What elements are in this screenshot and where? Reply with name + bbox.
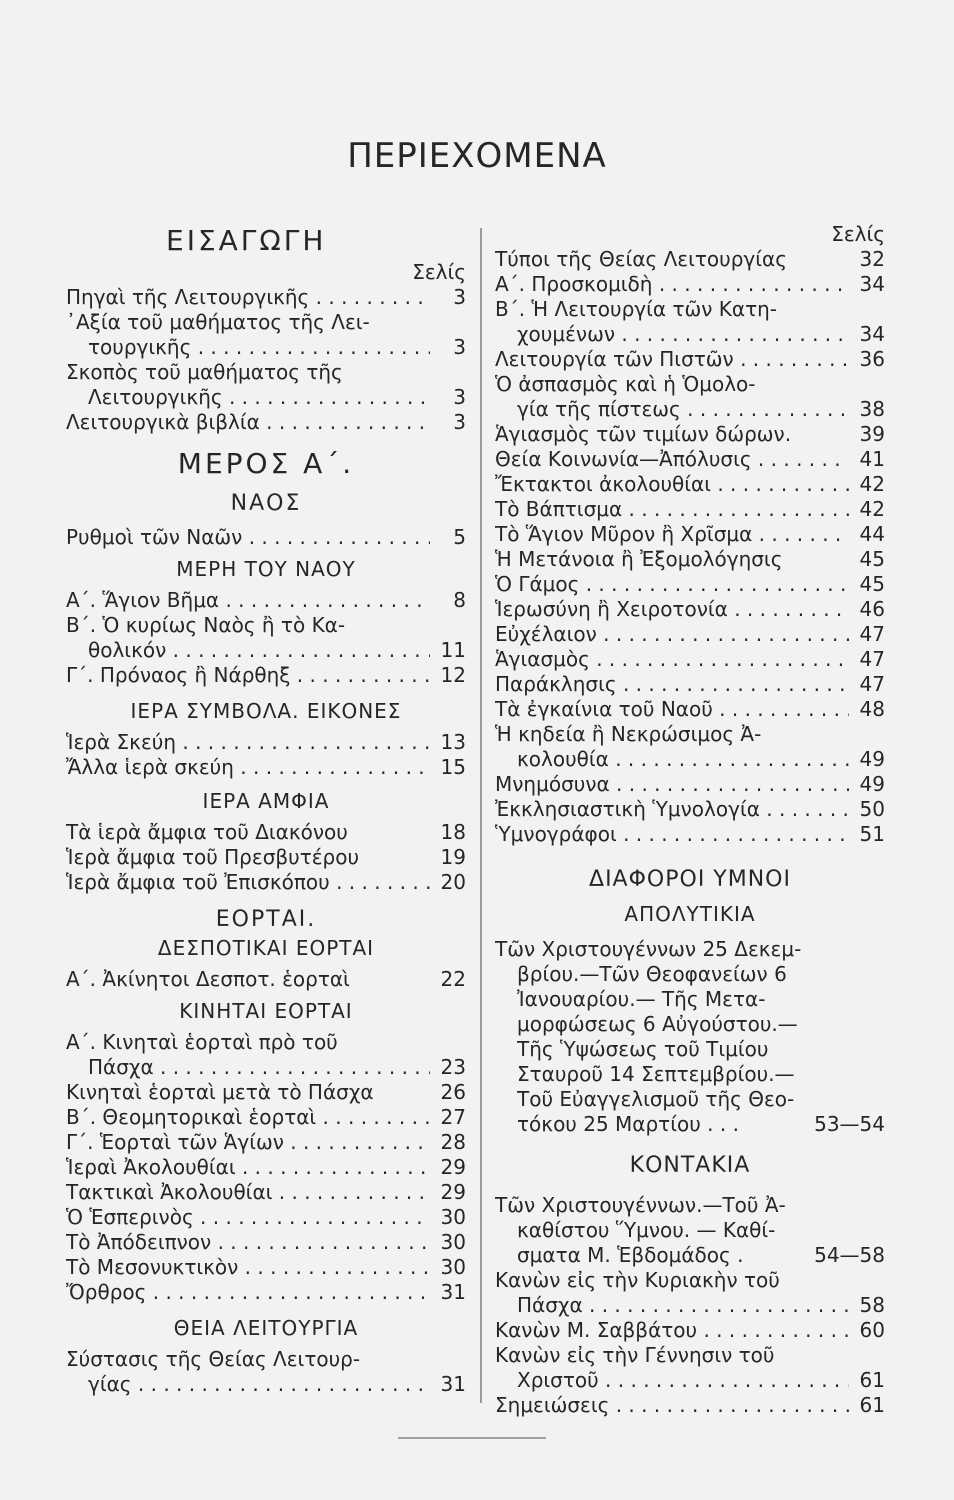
toc-entry[interactable]: Ἄλλα ἱερὰ σκεύη . . . 15 xyxy=(66,755,466,780)
toc-entry[interactable]: Ὁ Γάμος . . . 45 xyxy=(495,572,885,597)
toc-entry[interactable]: Ἱερὰ Σκεύη . . . 13 xyxy=(66,730,466,755)
toc-entry[interactable]: Ὑμνογράφοι . . . 51 xyxy=(495,822,885,847)
despotikai-title: ΔΕΣΠΟΤΙΚΑΙ ΕΟΡΤΑΙ xyxy=(157,936,375,960)
apolytikia-line[interactable]: Ἰανουαρίου.— Τῆς Μετα- xyxy=(517,987,766,1011)
eortai-title: ΕΟΡΤΑΙ. xyxy=(215,907,317,932)
toc-entry[interactable]: Σύστασις τῆς Θείας Λειτουρ- xyxy=(66,1347,361,1371)
toc-entry[interactable]: Τὸ Μεσονυκτικὸν . . . 30 xyxy=(66,1255,466,1280)
toc-entry[interactable]: Κανὼν εἰς τὴν Κυριακὴν τοῦ xyxy=(495,1268,780,1292)
toc-entry[interactable]: Α΄. Προσκομιδὴ . . . 34 xyxy=(495,272,885,297)
apolytikia-line[interactable]: Τῶν Χριστουγέννων 25 Δεκεμ- xyxy=(495,937,802,961)
apolytikia-line[interactable]: Τοῦ Εὐαγγελισμοῦ τῆς Θεο- xyxy=(517,1087,795,1111)
amfia-title: ΙΕΡΑ ΑΜΦΙΑ xyxy=(202,789,330,813)
toc-entry[interactable]: Γ΄. Ἑορταὶ τῶν Ἁγίων . . . 28 xyxy=(66,1130,466,1155)
naos-title: ΝΑΟΣ xyxy=(230,491,302,516)
toc-entry[interactable]: Ἱερὰ ἄμφια τοῦ Πρεσβυτέρου 19 xyxy=(66,845,466,869)
right-column xyxy=(495,222,885,1418)
toc-entry[interactable]: Γ΄. Πρόναος ἢ Νάρθηξ . . . 12 xyxy=(66,663,466,688)
toc-entry[interactable]: Σημειώσεις . . . 61 xyxy=(495,1393,885,1418)
toc-entry[interactable]: Κανὼν εἰς τὴν Γέννησιν τοῦ xyxy=(495,1343,775,1367)
toc-entry[interactable]: Τὰ ἱερὰ ἄμφια τοῦ Διακόνου 18 xyxy=(66,820,466,844)
apolytikia-pages: 53—54 xyxy=(814,1112,885,1136)
toc-entry[interactable]: Τακτικαὶ Ἀκολουθίαι . . . 29 xyxy=(66,1180,466,1205)
apolytikia-line[interactable]: τόκου 25 Μαρτίου . . . 53—54 xyxy=(517,1112,885,1136)
leitourgia-title: ΘΕΙΑ ΛΕΙΤΟΥΡΓΙΑ xyxy=(173,1316,359,1340)
toc-entry-cont[interactable]: γίας . . . 31 xyxy=(66,1372,466,1397)
toc-entry-cont[interactable]: κολουθία . . . 49 xyxy=(495,747,885,772)
toc-entry[interactable]: Ρυθμοὶ τῶν Ναῶν . . . 5 xyxy=(66,525,466,550)
kontakia-line[interactable]: καθίστου Ὕμνου. — Καθί- xyxy=(517,1218,776,1242)
part-title: ΜΕΡΟΣ Α΄. xyxy=(177,447,355,480)
toc-entry[interactable]: Τὰ ἐγκαίνια τοῦ Ναοῦ . . . 48 xyxy=(495,697,885,722)
toc-entry[interactable]: Τὸ Βάπτισμα . . . 42 xyxy=(495,497,885,522)
toc-entry[interactable]: Ἡ Μετάνοια ἢ Ἐξομολόγησις 45 xyxy=(495,547,885,571)
kontakia-line[interactable]: σματα Μ. Ἑβδομάδος . 54—58 xyxy=(517,1243,885,1267)
toc-entry[interactable]: Β΄. Ὁ κυρίως Ναὸς ἢ τὸ Κα- xyxy=(66,613,346,637)
toc-entry-cont[interactable]: χουμένων . . . 34 xyxy=(495,322,885,347)
kontakia-pages: 54—58 xyxy=(814,1243,885,1267)
toc-entry[interactable]: Ἱερὰ ἄμφια τοῦ Ἐπισκόπου . . . 20 xyxy=(66,870,466,895)
toc-entry-cont[interactable]: Χριστοῦ . . . 61 xyxy=(495,1368,885,1393)
toc-entry-cont[interactable]: Λειτουργικῆς . . . 3 xyxy=(66,385,466,410)
toc-entry[interactable]: Τὸ Ἀπόδειπνον . . . 30 xyxy=(66,1230,466,1255)
page-column-label: Σελίς xyxy=(412,260,466,284)
toc-entry[interactable]: Ὁ ἀσπασμὸς καὶ ἡ Ὁμολο- xyxy=(495,372,756,396)
toc-entry[interactable]: Σκοπὸς τοῦ μαθήματος τῆς xyxy=(66,360,343,384)
toc-entry[interactable]: Πηγαὶ τῆς Λειτουργικῆς . . . 3 xyxy=(66,285,466,310)
toc-entry[interactable]: Τὸ Ἅγιον Μῦρον ἢ Χρῖσμα . . . 44 xyxy=(495,522,885,547)
toc-entry[interactable]: Ἱεραὶ Ἀκολουθίαι . . . 29 xyxy=(66,1155,466,1180)
apolytikia-line[interactable]: μορφώσεως 6 Αὐγούστου.— xyxy=(517,1012,798,1036)
toc-entry-cont[interactable]: Πάσχα . . . 23 xyxy=(66,1055,466,1080)
toc-entry[interactable]: Κινηταὶ ἑορταὶ μετὰ τὸ Πάσχα 26 xyxy=(66,1080,466,1104)
toc-entry[interactable]: Τύποι τῆς Θείας Λειτουργίας 32 xyxy=(495,247,885,271)
intro-title: ΕΙΣΑΓΩΓΗ xyxy=(166,224,327,257)
column-divider xyxy=(480,228,482,1403)
toc-entry[interactable]: Λειτουργικὰ βιβλία . . . 3 xyxy=(66,410,466,435)
toc-entry-cont[interactable]: θολικόν . . . 11 xyxy=(66,638,466,663)
meri-title: ΜΕΡΗ ΤΟΥ ΝΑΟΥ xyxy=(176,557,356,581)
footer-rule xyxy=(398,1437,546,1439)
apolytikia-line[interactable]: βρίου.—Τῶν Θεοφανείων 6 xyxy=(517,962,787,986)
toc-entry[interactable]: Ἱερωσύνη ἢ Χειροτονία . . . 46 xyxy=(495,597,885,622)
toc-entry[interactable]: Α΄. Κινηταὶ ἑορταὶ πρὸ τοῦ xyxy=(66,1030,338,1054)
kontakia-title: ΚΟΝΤΑΚΙΑ xyxy=(629,1153,751,1178)
toc-entry[interactable]: Εὐχέλαιον . . . 47 xyxy=(495,622,885,647)
toc-entry[interactable]: Μνημόσυνα . . . 49 xyxy=(495,772,885,797)
toc-entry[interactable]: Α΄. Ἀκίνητοι Δεσποτ. ἑορταὶ 22 xyxy=(66,967,466,991)
toc-entry-cont[interactable]: τουργικῆς . . . 3 xyxy=(66,335,466,360)
toc-entry[interactable]: Ὁ Ἑσπερινὸς . . . 30 xyxy=(66,1205,466,1230)
toc-entry[interactable]: ᾿Αξία τοῦ μαθήματος τῆς Λει- xyxy=(66,310,370,334)
toc-entry[interactable]: Ἔκτακτοι ἀκολουθίαι . . . 42 xyxy=(495,472,885,497)
toc-entry[interactable]: Ἁγιασμὸς τῶν τιμίων δώρων. 39 xyxy=(495,422,885,446)
toc-entry[interactable]: Β΄. Θεομητορικαὶ ἑορταὶ . . . 27 xyxy=(66,1105,466,1130)
page-title: ΠΕΡΙΕΧΟΜΕΝΑ xyxy=(347,136,607,176)
toc-entry[interactable]: Λειτουργία τῶν Πιστῶν . . . 36 xyxy=(495,347,885,372)
kontakia-line[interactable]: Τῶν Χριστουγέννων.—Τοῦ Ἀ- xyxy=(495,1193,786,1217)
kinitai-title: ΚΙΝΗΤΑΙ ΕΟΡΤΑΙ xyxy=(179,999,353,1023)
toc-entry[interactable]: Θεία Κοινωνία—Ἀπόλυσις . . . 41 xyxy=(495,447,885,472)
toc-entry-cont[interactable]: γία τῆς πίστεως . . . 38 xyxy=(495,397,885,422)
toc-entry[interactable]: Κανὼν Μ. Σαββάτου . . . 60 xyxy=(495,1318,885,1343)
left-column xyxy=(66,222,466,1397)
toc-entry[interactable]: Ὄρθρος . . . 31 xyxy=(66,1280,466,1305)
toc-entry[interactable]: Β΄. Ἡ Λειτουργία τῶν Κατη- xyxy=(495,297,778,321)
page-column-label: Σελίς xyxy=(831,222,885,246)
toc-entry[interactable]: Ἡ κηδεία ἢ Νεκρώσιμος Ἀ- xyxy=(495,722,762,746)
toc-entry[interactable]: Παράκλησις . . . 47 xyxy=(495,672,885,697)
diafora-title: ΔΙΑΦΟΡΟΙ ΥΜΝΟΙ xyxy=(589,867,791,892)
toc-entry[interactable]: Ἁγιασμὸς . . . 47 xyxy=(495,647,885,672)
toc-entry[interactable]: Α΄. Ἅγιον Βῆμα . . . 8 xyxy=(66,588,466,613)
toc-entry[interactable]: Ἐκκλησιαστικὴ Ὑμνολογία . . . 50 xyxy=(495,797,885,822)
apolytikia-title: ΑΠΟΛΥΤΙΚΙΑ xyxy=(624,902,756,926)
apolytikia-line[interactable]: Σταυροῦ 14 Σεπτεμβρίου.— xyxy=(517,1062,795,1086)
toc-entry-cont[interactable]: Πάσχα . . . 58 xyxy=(495,1293,885,1318)
apolytikia-line[interactable]: Τῆς Ὑψώσεως τοῦ Τιμίου xyxy=(517,1037,769,1061)
symvola-title: ΙΕΡΑ ΣΥΜΒΟΛΑ. ΕΙΚΟΝΕΣ xyxy=(130,699,402,723)
